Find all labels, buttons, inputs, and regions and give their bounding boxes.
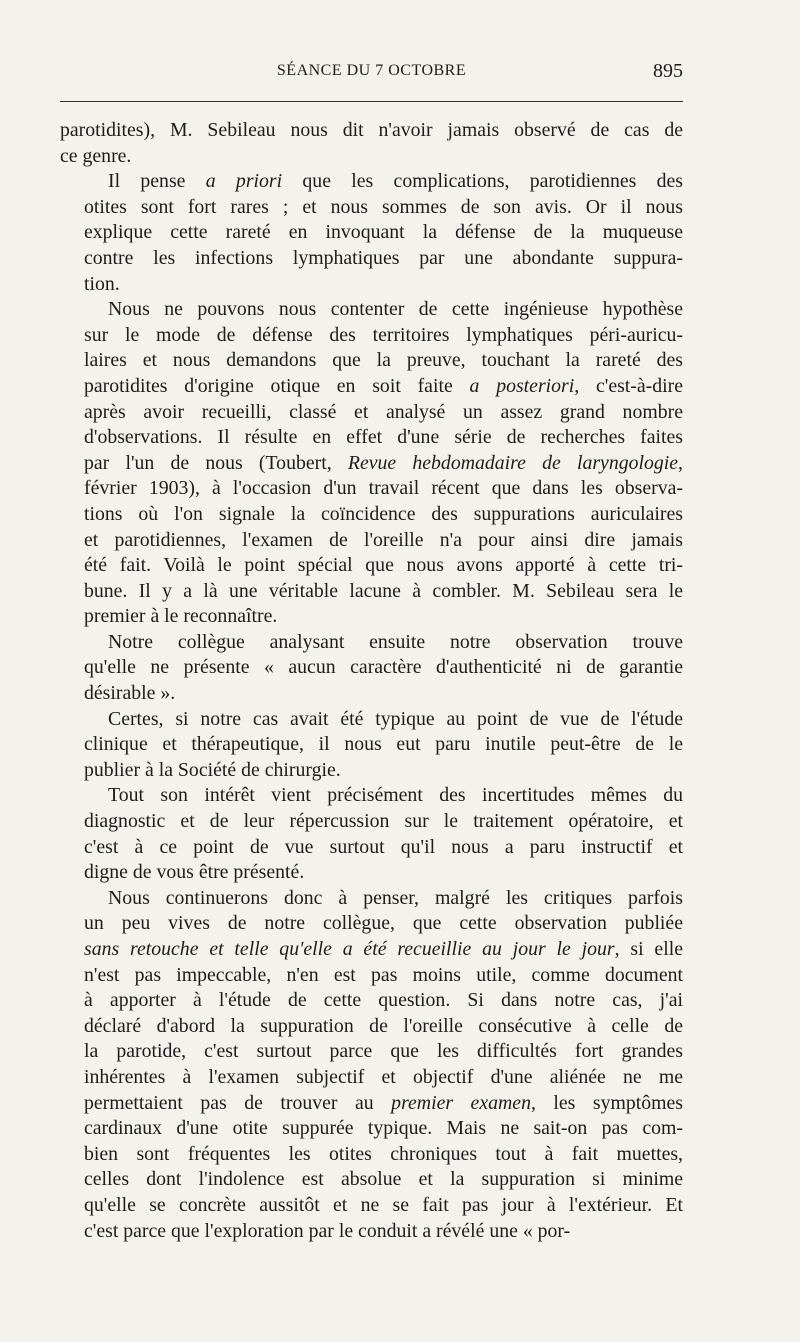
text-line: tions où l'on signale la coïncidence des suppurations auriculaires [84, 502, 683, 525]
paragraph [60, 783, 683, 885]
text-line: bune. Il y a là une véritable lacune à combler. M. Sebileau sera le [84, 579, 683, 602]
text-line: c'est parce que l'exploration par le conduit a révélé une « por- [84, 1219, 571, 1242]
text-line: Nous continuerons donc à penser, malgré les critiques parfois [108, 886, 683, 909]
text-line: après avoir recueilli, classé et analysé un assez grand nombre [84, 400, 683, 423]
paragraph [60, 707, 683, 784]
text-line: sans retouche et telle qu'elle a été recueillie au jour le jour, si elle [84, 938, 683, 960]
text-line: premier à le reconnaître. [84, 605, 278, 628]
text-line: la parotide, c'est surtout parce que les difficultés fort grandes [84, 1040, 683, 1063]
text-line: explique cette rareté en invoquant la défense de la muqueuse [84, 221, 683, 244]
text-line: parotidites), M. Sebileau nous dit n'avoir jamais observé de cas de [60, 119, 683, 141]
text-line: et parotidiennes, l'examen de l'oreille n'a pour ainsi dire jamais [84, 528, 683, 551]
text-line: cardinaux d'une otite suppurée typique. Mais ne sait-on pas com- [84, 1117, 683, 1140]
text-line: par l'un de nous (Toubert, Revue hebdomadaire de laryngologie, [84, 451, 683, 474]
page-header [60, 58, 683, 88]
text-line: un peu vives de notre collègue, que cette observation publiée [84, 912, 683, 935]
text-line: publier à la Société de chirurgie. [84, 758, 341, 781]
text-line: Certes, si notre cas avait été typique au point de vue de l'étude [108, 707, 683, 730]
text-line: bien sont fréquentes les otites chroniques tout à fait muettes, [84, 1142, 683, 1165]
text-line: qu'elle ne présente « aucun caractère d'authenticité ni de garantie [84, 656, 683, 679]
text-line: ce genre. [60, 144, 132, 167]
text-line: diagnostic et de leur répercussion sur le traitement opératoire, et [84, 810, 683, 833]
text-line: n'est pas impeccable, n'en est pas moins utile, comme document [84, 963, 683, 986]
text-line: Tout son intérêt vient précisément des incertitudes mêmes du [108, 784, 683, 807]
text-line: été fait. Voilà le point spécial que nous avons apporté à cette tri- [84, 554, 683, 577]
paragraph [60, 886, 683, 1244]
text-line: à apporter à l'étude de cette question. Si dans notre cas, j'ai [84, 989, 683, 1012]
text-line: c'est à ce point de vue surtout qu'il nous a paru instructif et [84, 835, 683, 858]
paragraph [60, 169, 683, 297]
text-line: désirable ». [84, 682, 176, 705]
paragraph [60, 297, 683, 630]
text-line: laires et nous demandons que la preuve, touchant la rareté des [84, 349, 683, 372]
text-line: d'observations. Il résulte en effet d'une série de recherches faites [84, 426, 683, 449]
text-line: celles dont l'indolence est absolue et la suppuration si minime [84, 1168, 683, 1191]
text-line: tion. [84, 272, 120, 295]
text-line: février 1903), à l'occasion d'un travail récent que dans les observa- [84, 477, 683, 500]
text-line: Notre collègue analysant ensuite notre observation trouve [108, 630, 683, 653]
text-line: contre les infections lymphatiques par une abondante suppura- [84, 246, 683, 269]
header-rule [60, 101, 683, 102]
paragraph [60, 630, 683, 707]
body-text [60, 118, 683, 1244]
paragraph [60, 118, 683, 169]
text-line: Nous ne pouvons nous contenter de cette ingénieuse hypothèse [108, 298, 683, 321]
text-line: déclaré d'abord la suppuration de l'oreille consécutive à celle de [84, 1014, 683, 1037]
text-line: Il pense a priori que les complications, parotidiennes des [108, 170, 683, 193]
text-line: digne de vous être présenté. [84, 861, 305, 884]
text-line: clinique et thérapeutique, il nous eut paru inutile peut-être de le [84, 733, 683, 756]
text-line: sur le mode de défense des territoires lymphatiques péri-auricu- [84, 323, 683, 346]
text-line: qu'elle se concrète aussitôt et ne se fait pas jour à l'extérieur. Et [84, 1193, 683, 1216]
text-line: permettaient pas de trouver au premier examen, les symptômes [84, 1091, 683, 1114]
text-line: parotidites d'origine otique en soit faite a posteriori, c'est-à-dire [84, 374, 684, 397]
page-number: 895 [653, 60, 683, 82]
running-title: SÉANCE DU 7 OCTOBRE [276, 62, 467, 79]
text-line: inhérentes à l'examen subjectif et objectif d'une aliénée ne me [84, 1065, 683, 1088]
text-line: otites sont fort rares ; et nous sommes de son avis. Or il nous [84, 195, 683, 218]
